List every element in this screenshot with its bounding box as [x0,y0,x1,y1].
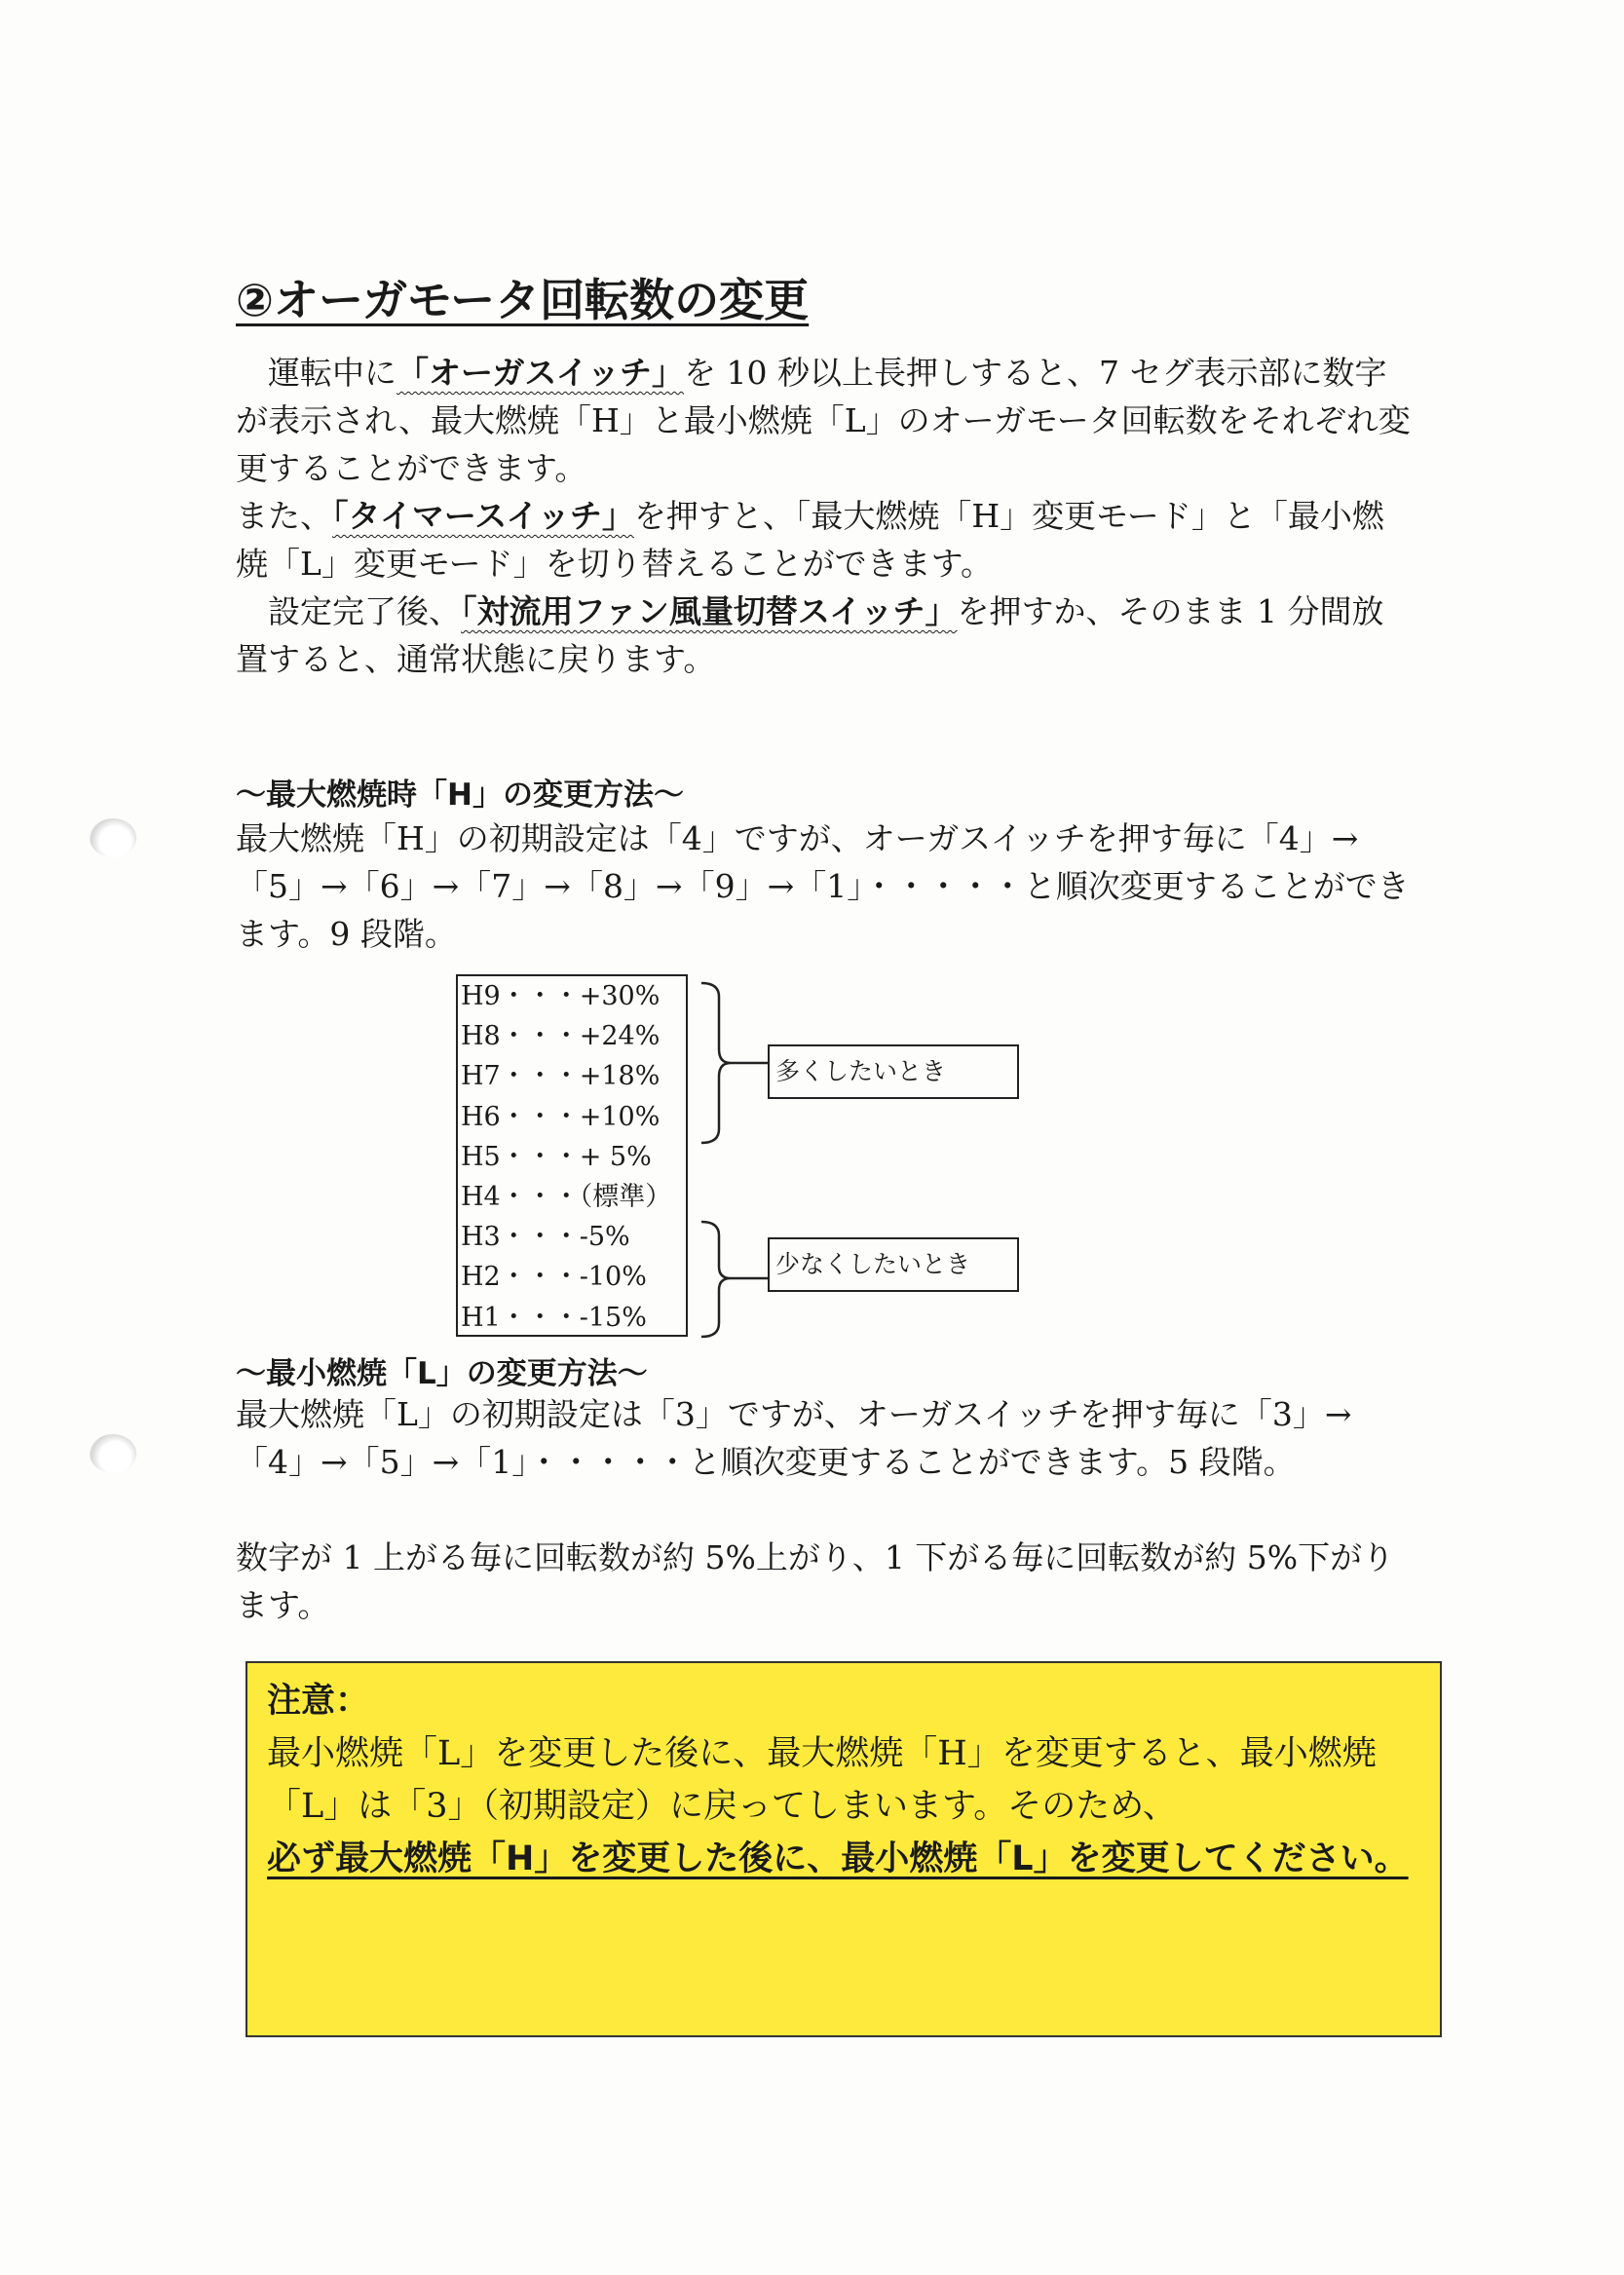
level-row: H5・・・+ 5% [461,1141,652,1172]
less-label-box: 少なくしたいとき [768,1237,1019,1292]
intro-p1-text-b: を 10 秒以上長押しすると、7 セグ表示部に数字が表示され、最大燃焼「H」と最小燃焼「L」のオーガモータ回転数をそれぞれ変更することができます。 [236,354,1411,487]
intro-paragraph-1 [236,349,1415,492]
timer-switch-keyword: 「タイマースイッチ」 [332,497,634,535]
caution-emphasis: 必ず最大燃焼「H」を変更した後に、最小燃焼「L」を変更してください。 [267,1839,1409,1878]
auger-switch-keyword: 「オーガスイッチ」 [397,354,685,392]
punch-hole-bottom [90,1434,136,1473]
caution-body: 最小燃焼「L」を変更した後に、最大燃焼「H」を変更すると、最小燃焼「L」は「3」（初期設定）に戻ってしまいます。そのため、 [267,1734,1377,1826]
brace-less [698,1218,772,1341]
level-row: H6・・・+10% [461,1101,661,1132]
caution-title: 注意： [267,1682,370,1721]
min-burn-body-2: 数字が 1 上がる毎に回転数が約 5%上がり、1 下がる毎に回転数が約 5%下がります。 [236,1538,1395,1624]
punch-hole-top [90,818,136,857]
level-table [456,974,688,1337]
caution-box [245,1661,1442,2037]
level-row: H1・・・-15% [461,1302,647,1333]
level-row: H7・・・+18% [461,1061,661,1092]
intro-p3-text-b: を押すか、そのまま 1 分間放置すると、通常状態に戻ります。 [236,592,1384,678]
intro-p2-text-b: を押すと、「最大燃焼「H」変更モード」と「最小燃焼「L」変更モード」を切り替えることができます。 [236,497,1384,583]
section-heading: ②オーガモータ回転数の変更 [236,274,810,326]
max-burn-body: 最大燃焼「H」の初期設定は「4」ですが、オーガスイッチを押す毎に「4」→「5」→「6」→「7」→「8」→「9」→「1」・・・・・と順次変更することができます。9 段階。 [236,819,1410,953]
level-row: H4・・・（標準） [461,1182,672,1213]
level-row: H8・・・+24% [461,1021,661,1052]
level-row: H9・・・+30% [461,981,661,1011]
intro-p3-text-a: 設定完了後、 [268,592,461,630]
level-row: H2・・・-10% [461,1262,647,1293]
intro-p2-text-a: また、 [236,497,332,535]
min-burn-title: ～最小燃焼「L」の変更方法～ [236,1356,648,1391]
min-burn-body: 最大燃焼「L」の初期設定は「3」ですが、オーガスイッチを押す毎に「3」→「4」→「5」→「1」・・・・・と順次変更することができます。5 段階。 [236,1395,1352,1481]
max-burn-title: ～最大燃焼時「H」の変更方法～ [236,777,684,813]
fan-switch-keyword: 「対流用ファン風量切替スイッチ」 [461,592,958,630]
intro-p1-text-a: 運転中に [268,354,397,392]
brace-more [698,979,772,1147]
more-label-box: 多くしたいとき [768,1044,1019,1099]
intro-paragraph-2 [236,492,1415,588]
intro-paragraph-3 [236,588,1415,683]
level-row: H3・・・-5% [461,1222,630,1253]
